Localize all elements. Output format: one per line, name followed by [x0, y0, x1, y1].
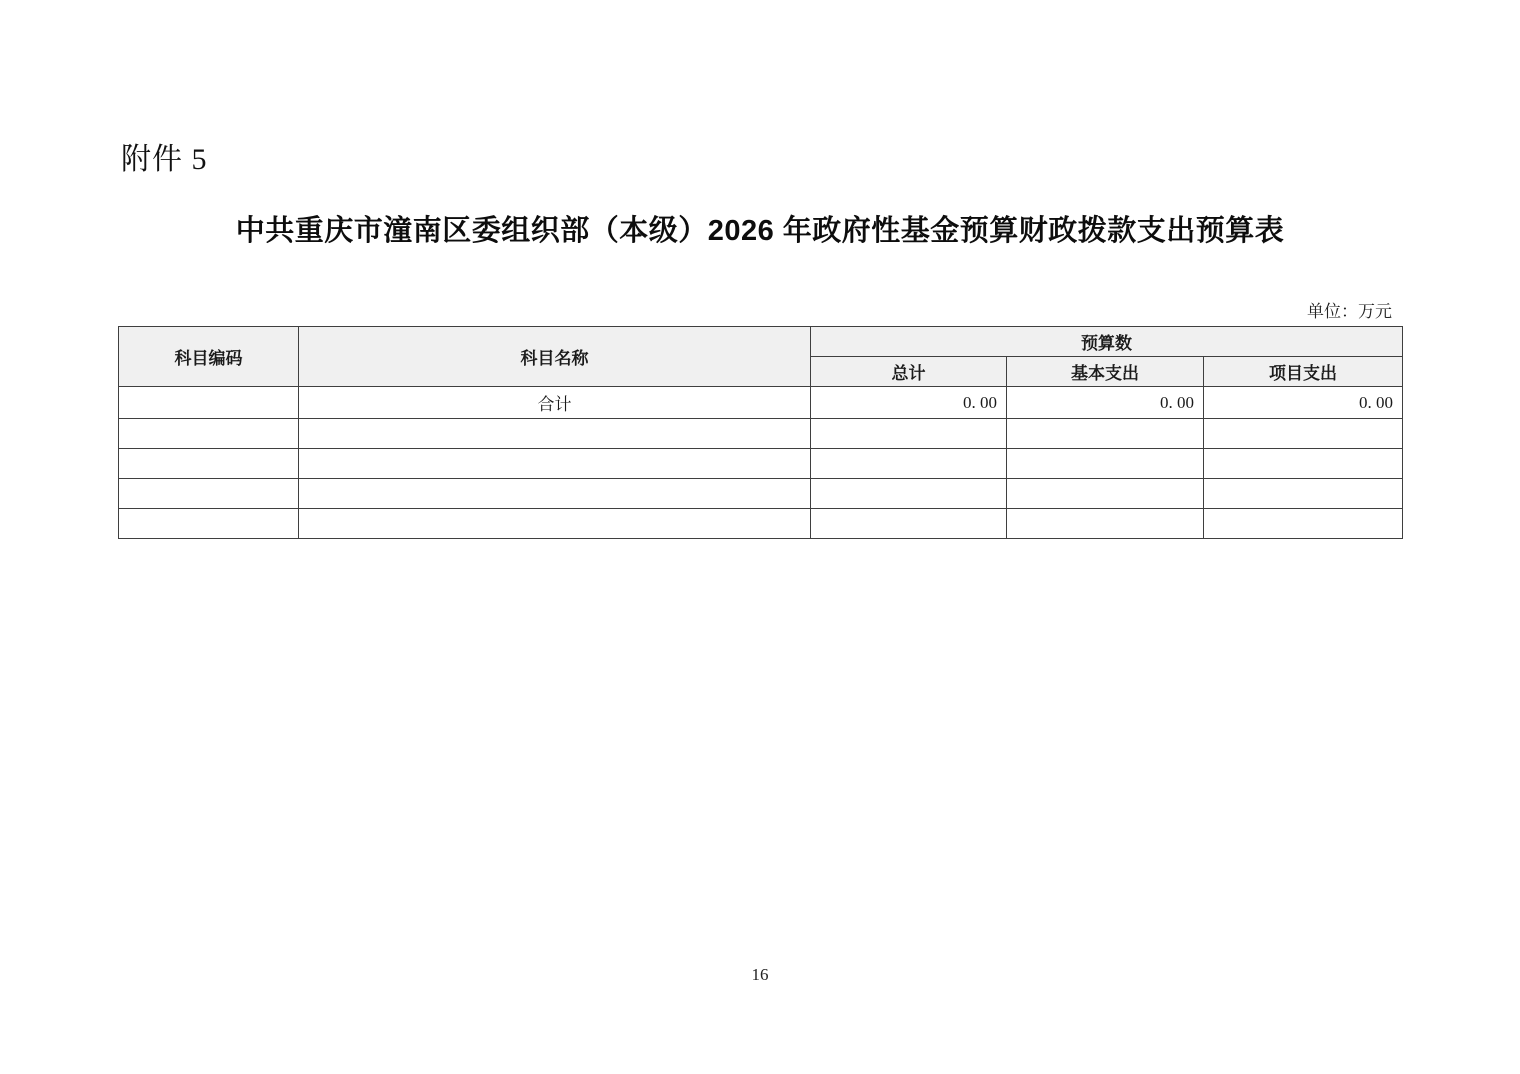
cell-name — [299, 479, 811, 509]
page-title: 中共重庆市潼南区委组织部（本级）2026 年政府性基金预算财政拨款支出预算表 — [235, 215, 1285, 247]
cell-name — [299, 449, 811, 479]
cell-basic — [1007, 509, 1204, 539]
cell-total — [811, 449, 1007, 479]
cell-code — [119, 419, 299, 449]
header-subject-name: 科目名称 — [299, 327, 811, 387]
cell-project: 0. 00 — [1204, 387, 1403, 419]
table-header — [119, 327, 1403, 387]
header-subject-code: 科目编码 — [119, 327, 299, 387]
cell-total: 0. 00 — [811, 387, 1007, 419]
table-body — [119, 387, 1403, 539]
header-total: 总计 — [811, 357, 1007, 387]
header-project-expenditure: 项目支出 — [1204, 357, 1403, 387]
cell-code — [119, 387, 299, 419]
cell-basic: 0. 00 — [1007, 387, 1204, 419]
header-row-1 — [119, 327, 1403, 357]
table-row — [119, 449, 1403, 479]
table-row — [119, 479, 1403, 509]
cell-code — [119, 449, 299, 479]
page-number: 16 — [751, 965, 769, 984]
cell-name — [299, 509, 811, 539]
cell-total — [811, 509, 1007, 539]
table-row — [119, 509, 1403, 539]
cell-code — [119, 509, 299, 539]
cell-project — [1204, 419, 1403, 449]
cell-total — [811, 419, 1007, 449]
table-row — [119, 419, 1403, 449]
attachment-label: 附件 5 — [121, 143, 208, 176]
cell-name: 合计 — [299, 387, 811, 419]
cell-project — [1204, 449, 1403, 479]
table-row-total — [119, 387, 1403, 419]
unit-note: 单位：万元 — [1307, 302, 1392, 321]
header-basic-expenditure: 基本支出 — [1007, 357, 1204, 387]
header-budget-group: 预算数 — [811, 327, 1403, 357]
cell-basic — [1007, 419, 1204, 449]
cell-basic — [1007, 449, 1204, 479]
cell-project — [1204, 509, 1403, 539]
cell-project — [1204, 479, 1403, 509]
cell-name — [299, 419, 811, 449]
cell-basic — [1007, 479, 1204, 509]
budget-table — [118, 326, 1403, 539]
cell-code — [119, 479, 299, 509]
cell-total — [811, 479, 1007, 509]
